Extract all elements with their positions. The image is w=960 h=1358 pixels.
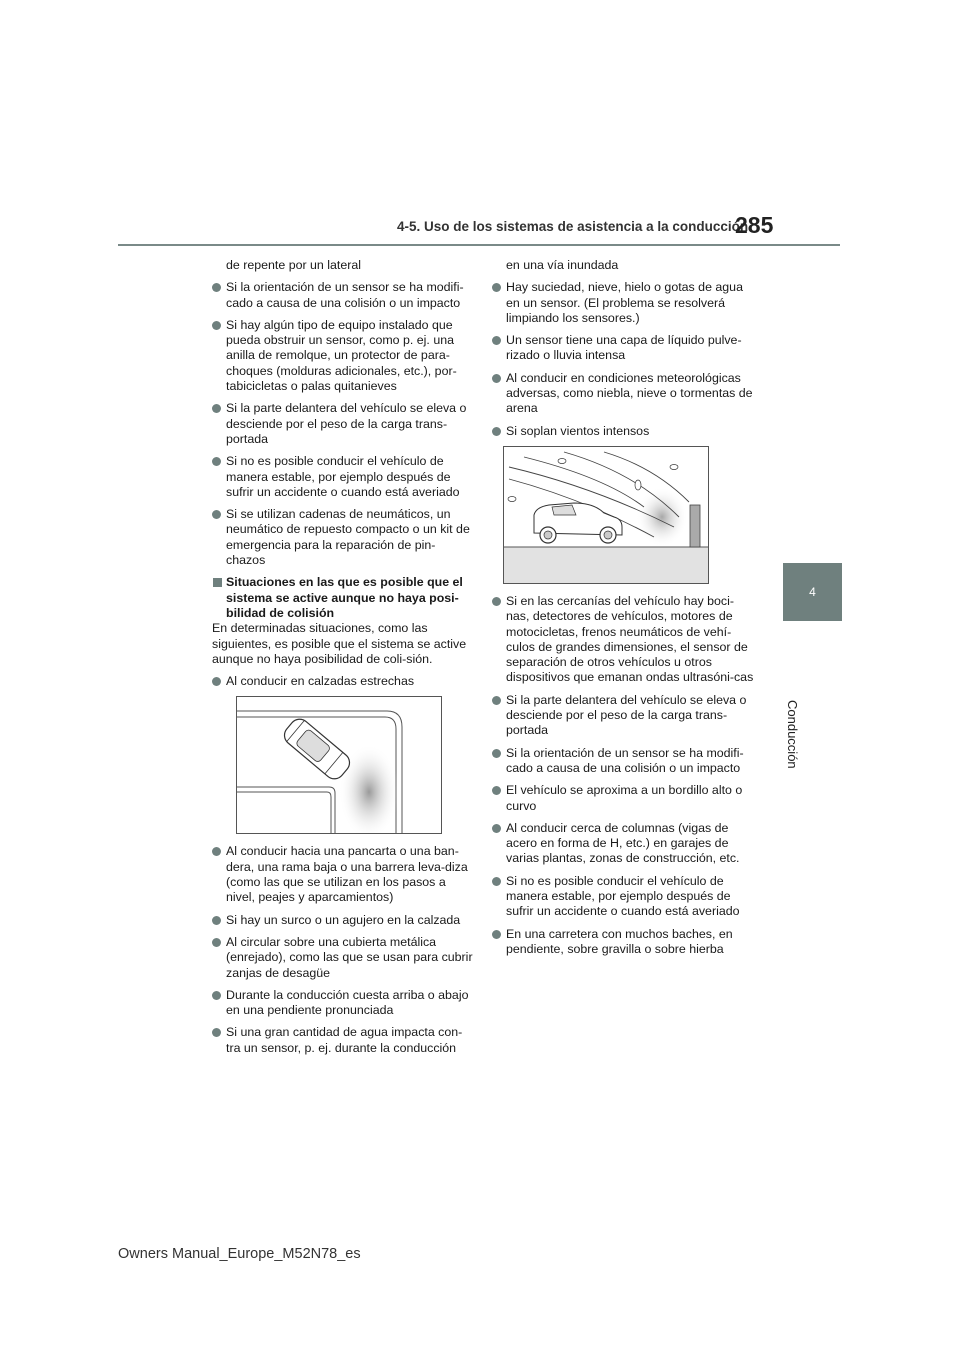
bullet-icon bbox=[212, 283, 221, 292]
list-item: Hay suciedad, nieve, hielo o gotas de agua en un sensor. (El problema se resolverá limpiando los sensores.) bbox=[492, 280, 757, 326]
header-rule bbox=[118, 244, 840, 246]
bullet-icon bbox=[212, 938, 221, 947]
bullet-icon bbox=[212, 510, 221, 519]
list-item: El vehículo se aproxima a un bordillo alto o curvo bbox=[492, 783, 757, 814]
list-item: En una carretera con muchos baches, en pendiente, sobre gravilla o sobre hierba bbox=[492, 927, 757, 958]
list-item: Si no es posible conducir el vehículo de manera estable, por ejemplo después de sufrir un accidente o cuando está averiado bbox=[492, 874, 757, 920]
bullet-icon bbox=[492, 283, 501, 292]
list-item: Al conducir cerca de columnas (vigas de acero en forma de H, etc.) en garajes de varias plantas, zonas de construcción, etc. bbox=[492, 821, 757, 867]
bullet-icon bbox=[212, 404, 221, 413]
list-item: Si la orientación de un sensor se ha modifi-cado a causa de una colisión o un impacto bbox=[212, 280, 474, 311]
bullet-icon bbox=[492, 336, 501, 345]
list-item: Si la parte delantera del vehículo se eleva o desciende por el peso de la carga trans-portada bbox=[492, 693, 757, 739]
continuation-text: en una vía inundada bbox=[506, 258, 619, 272]
square-bullet-icon bbox=[213, 578, 222, 587]
page-number: 285 bbox=[735, 212, 774, 238]
chapter-label: Conducción bbox=[785, 700, 800, 769]
bullet-icon bbox=[492, 824, 501, 833]
narrow-road-illustration bbox=[236, 696, 442, 834]
list-item: Al conducir en condiciones meteorológicas adversas, como niebla, nieve o tormentas de arena bbox=[492, 371, 757, 417]
chapter-number: 4 bbox=[809, 585, 816, 599]
bullet-icon bbox=[212, 677, 221, 686]
bullet-icon bbox=[212, 847, 221, 856]
list-item: Durante la conducción cuesta arriba o abajo en una pendiente pronunciada bbox=[212, 988, 474, 1019]
bullet-icon bbox=[212, 457, 221, 466]
list-item: Si no es posible conducir el vehículo de manera estable, por ejemplo después de sufrir un accidente o cuando está averiado bbox=[212, 454, 474, 500]
bullet-icon bbox=[212, 991, 221, 1000]
list-item: Si se utilizan cadenas de neumáticos, un neumático de repuesto compacto o un kit de emergencia para la reparación de pin-chazos bbox=[212, 507, 474, 568]
list-item: Si una gran cantidad de agua impacta con-tra un sensor, p. ej. durante la conducción bbox=[212, 1025, 474, 1056]
section-title: 4-5. Uso de los sistemas de asistencia a la conducción bbox=[397, 219, 749, 234]
left-column bbox=[212, 258, 474, 1063]
bullet-icon bbox=[492, 374, 501, 383]
right-column bbox=[492, 258, 757, 964]
intro-paragraph: En determinadas situaciones, como las siguientes, es posible que el sistema se active aunque no haya posibilidad de coli-sión. bbox=[212, 621, 467, 666]
list-item: Si soplan vientos intensos bbox=[492, 424, 757, 439]
list-item: Si la orientación de un sensor se ha modifi-cado a causa de una colisión o un impacto bbox=[492, 746, 757, 777]
list-item: Al circular sobre una cubierta metálica (enrejado), como las que se usan para cubrir zanjas de desagüe bbox=[212, 935, 474, 981]
section-heading: Situaciones en las que es posible que el sistema se active aunque no haya posi-bilidad de colisión bbox=[212, 575, 474, 621]
list-item: Si la parte delantera del vehículo se eleva o desciende por el peso de la carga trans-portada bbox=[212, 401, 474, 447]
list-item: Al conducir en calzadas estrechas bbox=[212, 674, 474, 689]
bullet-icon bbox=[212, 916, 221, 925]
list-item: Al conducir hacia una pancarta o una ban-dera, una rama baja o una barrera leva-diza (como las que se utilizan en los pasos a nivel, peajes y aparcamientos) bbox=[212, 844, 474, 905]
bullet-icon bbox=[212, 1028, 221, 1037]
bullet-icon bbox=[492, 930, 501, 939]
list-item: Si hay un surco o un agujero en la calzada bbox=[212, 913, 474, 928]
bullet-icon bbox=[212, 321, 221, 330]
bullet-icon bbox=[492, 427, 501, 436]
chapter-tab[interactable] bbox=[783, 563, 842, 621]
bullet-icon bbox=[492, 877, 501, 886]
list-item: Si hay algún tipo de equipo instalado que pueda obstruir un sensor, como p. ej. una anilla de remolque, un protector de para-choques (molduras adicionales, etc.), por-tabicicletas o palas quitanieves bbox=[212, 318, 474, 394]
continuation-text: de repente por un lateral bbox=[226, 258, 362, 272]
list-item: Un sensor tiene una capa de líquido pulve-rizado o lluvia intensa bbox=[492, 333, 757, 364]
wind-illustration bbox=[503, 446, 709, 584]
footer-text: Owners Manual_Europe_M52N78_es bbox=[118, 1246, 361, 1262]
bullet-icon bbox=[492, 597, 501, 606]
list-item: Si en las cercanías del vehículo hay boci-nas, detectores de vehículos, motores de motocicletas, frenos neumáticos de vehí-culos de grandes dimensiones, el sensor de separación de otros vehículos u otros dispositivos que emanan ondas ultrasóni-cas bbox=[492, 594, 757, 686]
bullet-icon bbox=[492, 696, 501, 705]
bullet-icon bbox=[492, 786, 501, 795]
bullet-icon bbox=[492, 749, 501, 758]
